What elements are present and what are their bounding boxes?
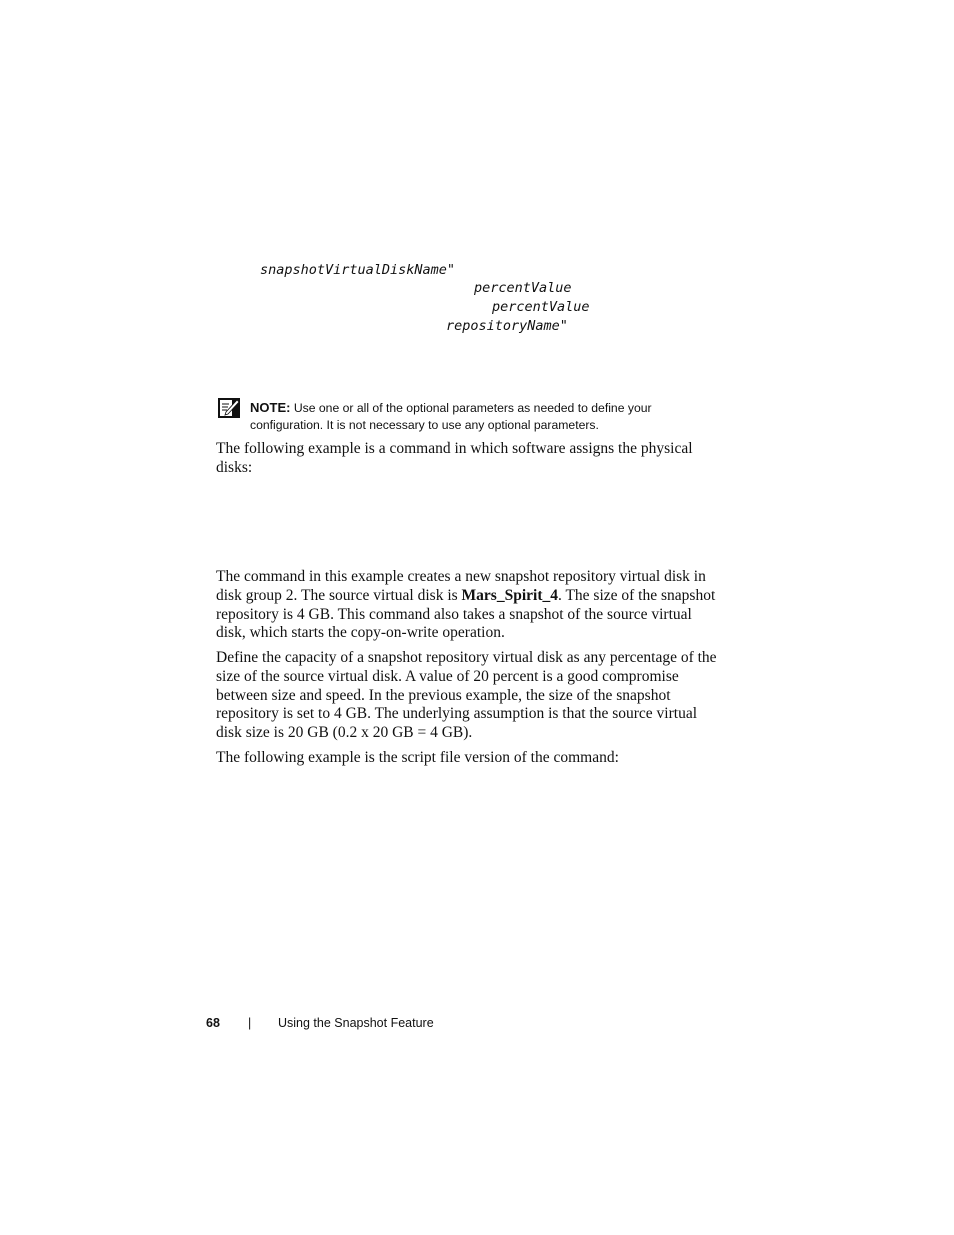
- code-line-snapshot-name: snapshotVirtualDiskName": [260, 262, 456, 278]
- chapter-title: Using the Snapshot Feature: [278, 1016, 434, 1030]
- note-text: [250, 399, 710, 434]
- paragraph-script-example: The following example is the script file version of the command:: [216, 749, 619, 766]
- pencil-note-icon: [218, 398, 240, 418]
- p2-text-before: The command in this example creates a new snapshot repository virtual disk in disk group 2. The source virtual disk is: [216, 568, 706, 604]
- footer-separator: |: [248, 1016, 252, 1030]
- paragraph-intro-example: The following example is a command in which software assigns the physical disks:: [216, 440, 693, 476]
- code-line-percent-value-1: percentValue: [474, 280, 572, 296]
- note-label: NOTE:: [250, 400, 291, 415]
- paragraph-command-description: [216, 568, 716, 643]
- page-number: 68: [206, 1016, 220, 1030]
- p2-text-after: . The size of the snapshot repository is 4 GB. This command also takes a snapshot of the source virtual disk, which starts the copy-on-write operation.: [216, 586, 716, 642]
- code-line-repository-name: repositoryName": [446, 318, 568, 334]
- note-body: Use one or all of the optional parameters as needed to define your configuration. It is not necessary to use any optional parameters.: [250, 401, 652, 432]
- paragraph-capacity: Define the capacity of a snapshot repository virtual disk as any percentage of the size of the source virtual disk. A value of 20 percent is a good compromise between size and speed. In the previous example, the size of the snapshot repository is set to 4 GB. The underlying assumption is that the source virtual disk size is 20 GB (0.2 x 20 GB = 4 GB).: [216, 649, 717, 742]
- source-disk-name: Mars_Spirit_4: [461, 586, 558, 604]
- code-line-percent-value-2: percentValue: [492, 299, 590, 315]
